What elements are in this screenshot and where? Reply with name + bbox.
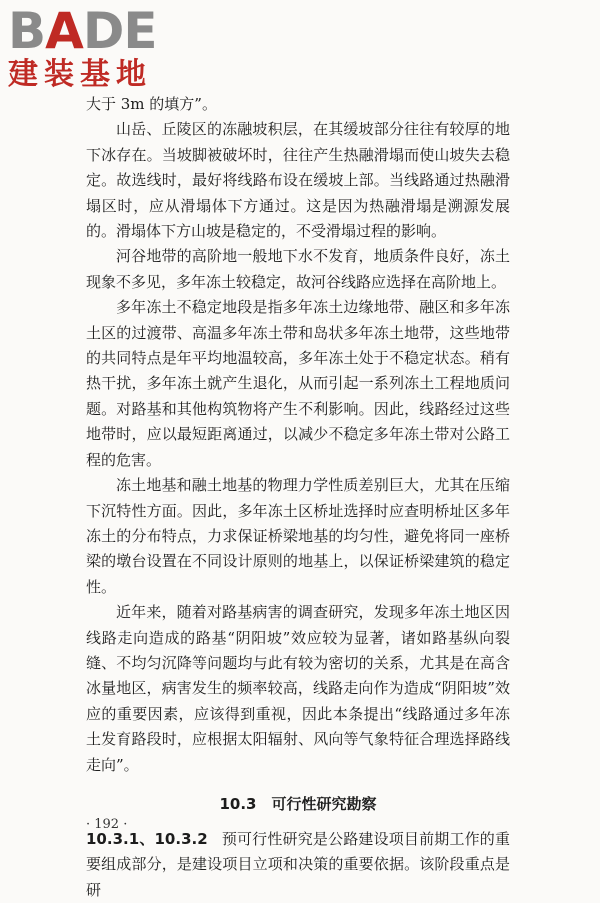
clause-text: 预可行性研究是公路建设项目前期工作的重要组成部分，是建设项目立项和决策的重要依据。该阶段重点是研 [86,829,510,899]
paragraph-continued: 大于 3m 的填方”。 [86,95,217,113]
logo-wordmark [8,2,198,60]
paragraph: 近年来，随着对路基病害的调查研究，发现多年冻土地区因线路走向造成的路基“阴阳坡”效应较为显著，诸如路基纵向裂缝、不均匀沉降等问题均与此有较为密切的关系，尤其是在高含冰量地区，病害发生的频率较高，线路走向作为造成“阴阳坡”效应的重要因素，应该得到重视，因此本条提出“线路通过多年冻土发育路段时，应根据太阳辐射、风向等气象特征合理选择路线走向”。 [86,603,510,774]
paragraph: 山岳、丘陵区的冻融坡积层，在其缓坡部分往往有较厚的地下冰存在。当坡脚被破坏时，往往产生热融滑塌而使山坡失去稳定。故选线时，最好将线路布设在缓坡上部。当线路通过热融滑塌区时，应从滑塌体下方通过。这是因为热融滑塌是溯源发展的。滑塌体下方山坡是稳定的，不受滑塌过程的影响。 [86,120,510,241]
clause-paragraph [86,827,510,903]
section-heading: 10.3 可行性研究勘察 [219,794,377,813]
bade-logo [8,2,198,92]
paragraph: 多年冻土不稳定地段是指多年冻土边缘地带、融区和多年冻土区的过渡带、高温多年冻土带和岛状多年冻土地带，这些地带的共同特点是年平均地温较高，多年冻土处于不稳定状态。稍有热干扰，多年冻土就产生退化，从而引起一系列冻土工程地质问题。对路基和其他构筑物将产生不利影响。因此，线路经过这些地带时，应以最短距离通过，以减少不稳定多年冻土带对公路工程的危害。 [86,298,510,469]
clause-number: 10.3.1、10.3.2 [86,829,208,848]
paragraph: 冻土地基和融土地基的物理力学性质差别巨大，尤其在压缩下沉特性方面。因此，多年冻土区桥址选择时应查明桥址区多年冻土的分布特点，力求保证桥梁地基的均匀性，避免将同一座桥梁的墩台设置在不同设计原则的地基上，以保证桥梁建筑的稳定性。 [86,476,510,596]
logo-letter-b: B [8,2,46,60]
logo-letters-de: DE [82,2,157,60]
logo-chinese-text: 建装基地 [8,57,152,92]
page-body [86,92,510,903]
paragraph: 河谷地带的高阶地一般地下水不发育，地质条件良好，冻土现象不多见，多年冻土较稳定，故河谷线路应选择在高阶地上。 [86,247,510,291]
logo-letter-a-accent: A [45,2,83,60]
page-number: · 192 · [86,817,128,832]
